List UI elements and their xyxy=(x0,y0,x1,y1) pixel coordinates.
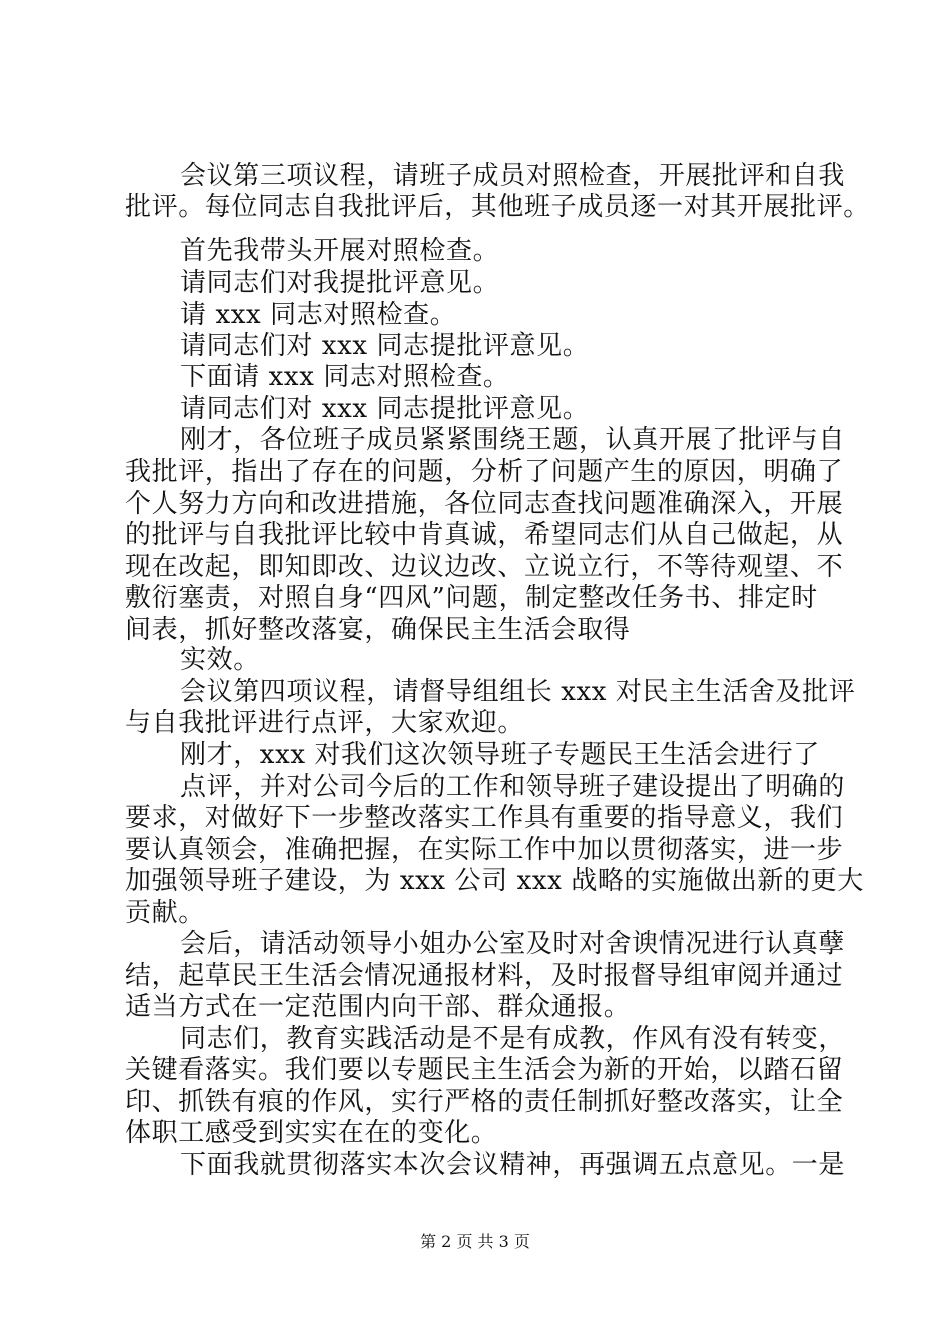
text-line: 请同志们对 xxx 同志提批评意见。 xyxy=(180,394,590,425)
text-line: 请同志们对我提批评意见。 xyxy=(180,268,500,299)
text-line: 与自我批评进行点评，大家欢迎。 xyxy=(125,708,525,739)
text-line: 批评。每位同志自我批评后，其他班子成员逐一对其开展批评。 xyxy=(125,192,870,223)
text-line: 会议第三项议程，请班子成员对照检查，开展批评和自我 xyxy=(180,161,846,191)
text-line: 适当方式在一定范围内向干部、群众通报。 xyxy=(125,992,631,1023)
text-line: 间表，抓好整改落宴，确保民主生活会取得 xyxy=(125,615,631,646)
text-line: 请同志们对 xxx 同志提批评意见。 xyxy=(180,331,590,362)
text-line: 会后，请活动领导小姐办公室及时对舍谀情况进行认真孽 xyxy=(180,929,846,960)
text-line: 我批评，指出了存在的问题，分析了问题产生的原因，明确了 xyxy=(125,457,844,488)
text-line: 印、抓铁有痕的作风，实行严格的责任制抓好整改落实，让全 xyxy=(125,1087,844,1118)
text-line: 结，起草民王生活会情况通报材料，及时报督导组审阅并通过 xyxy=(125,961,844,992)
text-line: 下面我就贯彻落实本次会议精神，再强调五点意见。一是 xyxy=(180,1150,846,1180)
text-line: 请 xxx 同志对照检查。 xyxy=(180,300,457,331)
text-line: 加强领导班子建设，为 xxx 公司 xxx 战略的实施做出新的更大 xyxy=(125,866,864,897)
text-line: 会议第四项议程，请督导组组长 xxx 对民主生活舍及批评 xyxy=(180,677,856,708)
text-line: 个人努力方向和改进措施，各位同志查找问题准确深入，开展 xyxy=(125,489,844,520)
text-line: 关键看落实。我们要以专题民主生活会为新的开始，以踏石留 xyxy=(125,1055,844,1086)
text-line: 敷衍塞责，对照自身“四风”问题，制定整改任务书、排定时 xyxy=(125,583,818,614)
text-line: 体职工感受到实实在在的变化。 xyxy=(125,1118,498,1149)
page-footer: 第 2 页 共 3 页 xyxy=(420,1232,530,1251)
text-line: 下面请 xxx 同志对照检查。 xyxy=(180,362,510,393)
text-line: 点评，并对公司今后的工作和领导班子建设提出了明确的 xyxy=(180,772,846,803)
text-line: 刚才，各位班子成员紧紧围绕王题，认真开展了批评与自 xyxy=(180,425,846,456)
text-line: 贡献。 xyxy=(125,898,205,929)
text-line: 首先我带头开展对照检查。 xyxy=(180,236,500,267)
text-line: 刚才，xxx 对我们这次领导班子专题民王生活会进行了 xyxy=(180,740,820,771)
text-line: 要认真领会，准确把握，在实际工作中加以贯彻落实，进一步 xyxy=(125,835,844,866)
text-line: 实效。 xyxy=(180,645,260,676)
text-line: 要求，对做好下一步整改落实工作具有重要的指导意义，我们 xyxy=(125,803,844,834)
text-line: 现在改起，即知即改、边议边改、立说立行，不等待观望、不 xyxy=(125,552,844,583)
text-line: 同志们，教育实践活动是不是有成教，作风有没有转变， xyxy=(180,1024,846,1055)
text-line: 的批评与自我批评比较中肯真诚，希望同志们从自己做起，从 xyxy=(125,520,844,551)
